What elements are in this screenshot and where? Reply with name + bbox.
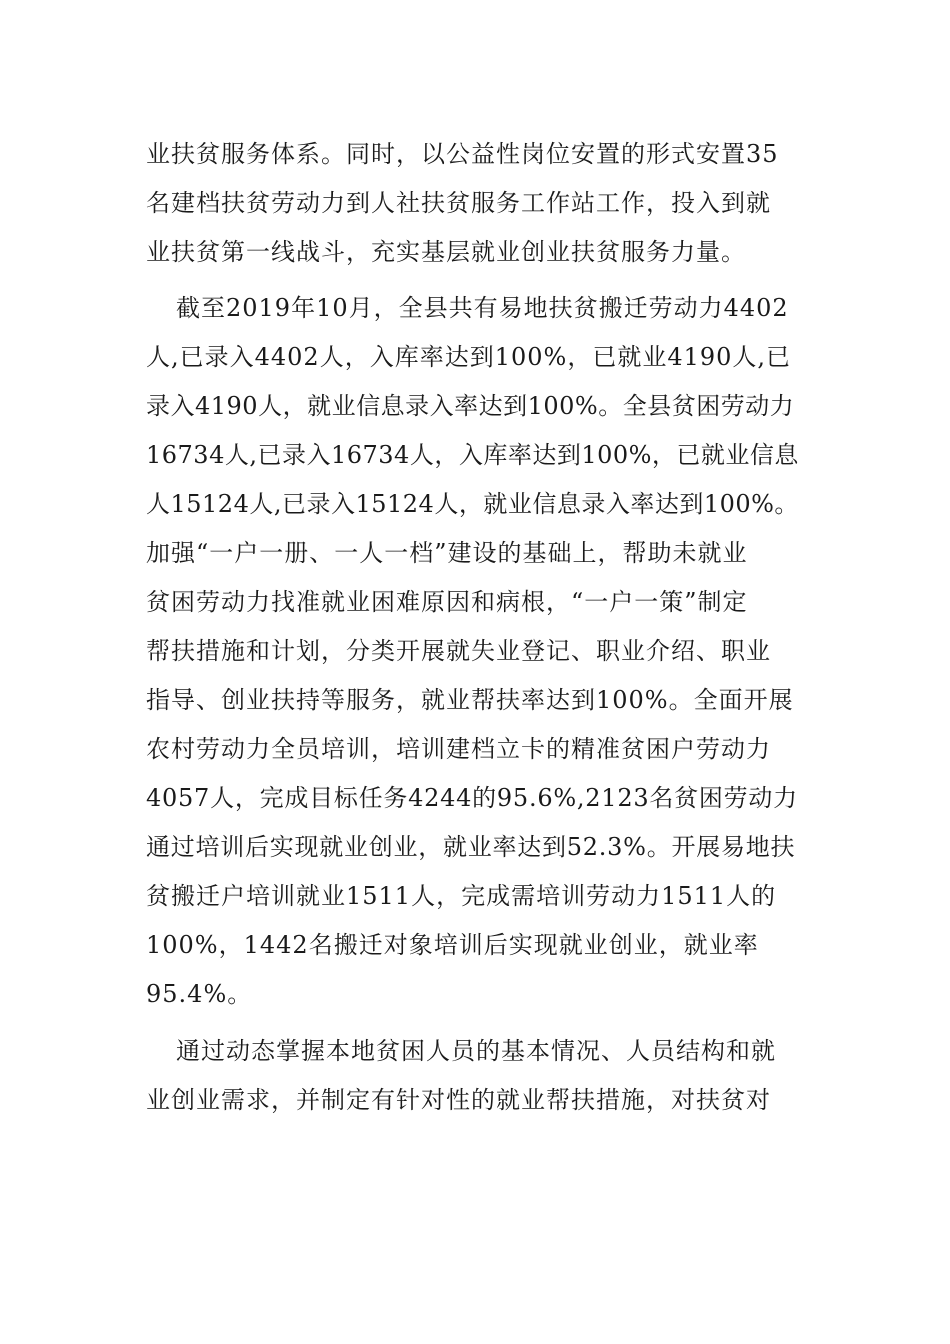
text-line: 名建档扶贫劳动力到人社扶贫服务工作站工作，投入到就 — [146, 189, 771, 217]
text-line: 帮扶措施和计划，分类开展就失业登记、职业介绍、职业 — [146, 637, 771, 665]
text-line: 贫困劳动力找准就业困难原因和病根，“一户一策”制定 — [146, 588, 748, 616]
text-line: 95.4%。 — [146, 980, 253, 1008]
text-line: 16734人,已录入16734人，入库率达到100%，已就业信息 — [146, 441, 799, 469]
text-line: 人15124人,已录入15124人，就业信息录入率达到100%。 — [146, 490, 799, 518]
text-line: 录入4190人，就业信息录入率达到100%。全县贫困劳动力 — [146, 392, 795, 420]
text-line: 通过培训后实现就业创业，就业率达到52.3%。开展易地扶 — [146, 833, 796, 861]
text-line: 指导、创业扶持等服务，就业帮扶率达到100%。全面开展 — [146, 686, 794, 714]
text-line: 截至2019年10月，全县共有易地扶贫搬迁劳动力4402 — [176, 294, 789, 322]
text-line: 加强“一户一册、一人一档”建设的基础上，帮助未就业 — [146, 539, 748, 567]
text-line: 业扶贫第一线战斗，充实基层就业创业扶贫服务力量。 — [146, 238, 746, 266]
text-line: 农村劳动力全员培训，培训建档立卡的精准贫困户劳动力 — [146, 735, 771, 763]
text-line: 业扶贫服务体系。同时，以公益性岗位安置的形式安置35 — [146, 140, 779, 168]
text-line: 100%，1442名搬迁对象培训后实现就业创业，就业率 — [146, 931, 759, 959]
text-line: 贫搬迁户培训就业1511人，完成需培训劳动力1511人的 — [146, 882, 777, 910]
text-line: 通过动态掌握本地贫困人员的基本情况、人员结构和就 — [176, 1037, 776, 1065]
text-line: 人,已录入4402人，入库率达到100%，已就业4190人,已 — [146, 343, 792, 371]
text-line: 业创业需求，并制定有针对性的就业帮扶措施，对扶贫对 — [146, 1086, 771, 1114]
text-line: 4057人，完成目标任务4244的95.6%,2123名贫困劳动力 — [146, 784, 798, 812]
